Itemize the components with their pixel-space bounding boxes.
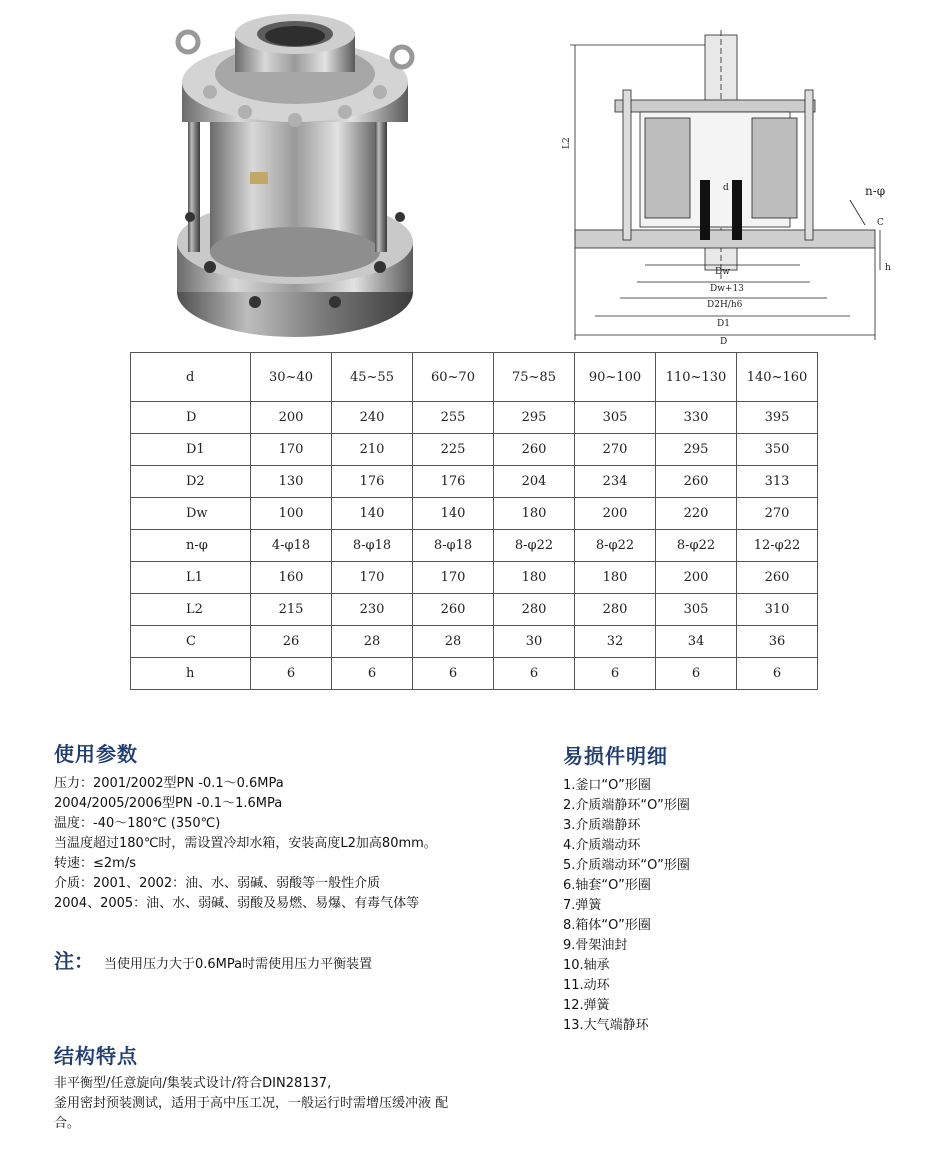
list-item: 11.动环 xyxy=(563,978,610,993)
table-cell: 260 xyxy=(494,434,575,466)
table-cell: 305 xyxy=(575,402,656,434)
row-label: C xyxy=(131,626,251,658)
table-row xyxy=(131,498,818,530)
table-cell: 200 xyxy=(251,402,332,434)
table-cell: 234 xyxy=(575,466,656,498)
table-cell: 130 xyxy=(251,466,332,498)
table-row xyxy=(131,626,818,658)
list-item: 10.轴承 xyxy=(563,958,610,973)
row-label: L2 xyxy=(131,594,251,626)
label-dw13: Dw+13 xyxy=(710,284,744,294)
table-row xyxy=(131,594,818,626)
list-item: 1.釜口“O”形圈 xyxy=(563,778,651,793)
list-item: 8.箱体“O”形圈 xyxy=(563,918,651,933)
table-cell: 170 xyxy=(332,562,413,594)
spec-table xyxy=(130,352,818,690)
table-cell: 8-φ18 xyxy=(332,530,413,562)
table-cell: 210 xyxy=(332,434,413,466)
header-cell: 30~40 xyxy=(251,353,332,402)
table-row xyxy=(131,562,818,594)
table-cell: 28 xyxy=(332,626,413,658)
params-line: 介质：2001、2002：油、水、弱碱、弱酸等一般性介质 xyxy=(54,876,381,891)
row-label: h xyxy=(131,658,251,690)
list-item: 13.大气端静环 xyxy=(563,1018,649,1033)
table-cell: 255 xyxy=(413,402,494,434)
params-title: 使用参数 xyxy=(54,742,138,766)
row-label: L1 xyxy=(131,562,251,594)
parts-title: 易损件明细 xyxy=(563,744,668,768)
note xyxy=(54,945,372,974)
note-label: 注： xyxy=(54,949,94,973)
table-cell: 140 xyxy=(332,498,413,530)
table-cell: 6 xyxy=(656,658,737,690)
table-cell: 280 xyxy=(575,594,656,626)
features-line: 非平衡型/任意旋向/集装式设计/符合DIN28137, xyxy=(54,1076,332,1091)
table-cell: 30 xyxy=(494,626,575,658)
table-cell: 313 xyxy=(737,466,818,498)
table-cell: 4-φ18 xyxy=(251,530,332,562)
table-cell: 6 xyxy=(413,658,494,690)
table-cell: 6 xyxy=(251,658,332,690)
list-item: 12.弹簧 xyxy=(563,998,610,1013)
table-cell: 176 xyxy=(413,466,494,498)
table-cell: 6 xyxy=(332,658,413,690)
table-cell: 204 xyxy=(494,466,575,498)
table-cell: 6 xyxy=(494,658,575,690)
list-item: 9.骨架油封 xyxy=(563,938,628,953)
table-cell: 176 xyxy=(332,466,413,498)
table-cell: 8-φ22 xyxy=(575,530,656,562)
features-text xyxy=(54,1074,448,1134)
list-item: 5.介质端动环“O”形圈 xyxy=(563,858,690,873)
list-item: 3.介质端静环 xyxy=(563,818,641,833)
table-cell: 170 xyxy=(413,562,494,594)
table-row xyxy=(131,434,818,466)
header-cell: 75~85 xyxy=(494,353,575,402)
table-row xyxy=(131,530,818,562)
table-cell: 100 xyxy=(251,498,332,530)
features-line: 合。 xyxy=(54,1116,81,1131)
table-header-row xyxy=(131,353,818,402)
technical-drawing xyxy=(562,30,895,350)
label-nphi: n-φ xyxy=(865,184,886,198)
table-cell: 270 xyxy=(575,434,656,466)
label-l2: L2 xyxy=(562,137,572,149)
features-line: 釜用密封预装测试，适用于高中压工况，一般运行时需增压缓冲液 配 xyxy=(54,1096,449,1111)
table-cell: 260 xyxy=(737,562,818,594)
label-d2: D2H/h6 xyxy=(707,300,743,310)
table-cell: 220 xyxy=(656,498,737,530)
row-label: Dw xyxy=(131,498,251,530)
header-cell: 45~55 xyxy=(332,353,413,402)
table-cell: 6 xyxy=(575,658,656,690)
table-row xyxy=(131,402,818,434)
label-h: h xyxy=(885,263,891,273)
table-cell: 305 xyxy=(656,594,737,626)
table-cell: 8-φ18 xyxy=(413,530,494,562)
label-d: d xyxy=(723,183,729,193)
table-cell: 330 xyxy=(656,402,737,434)
table-cell: 8-φ22 xyxy=(656,530,737,562)
params-line: 压力：2001/2002型PN -0.1～0.6MPa xyxy=(54,776,284,791)
params-line: 当温度超过180℃时，需设置冷却水箱，安装高度L2加高80mm。 xyxy=(54,836,437,851)
note-text: 当使用压力大于0.6MPa时需使用压力平衡装置 xyxy=(104,957,373,972)
row-label: D2 xyxy=(131,466,251,498)
params-line: 温度：-40～180℃ (350℃) xyxy=(54,816,221,831)
table-cell: 32 xyxy=(575,626,656,658)
table-row xyxy=(131,658,818,690)
list-item: 6.轴套“O”形圈 xyxy=(563,878,651,893)
table-cell: 26 xyxy=(251,626,332,658)
table-cell: 395 xyxy=(737,402,818,434)
params-line: 2004/2005/2006型PN -0.1～1.6MPa xyxy=(54,796,283,811)
table-row xyxy=(131,466,818,498)
table-cell: 225 xyxy=(413,434,494,466)
product-photo xyxy=(170,12,430,342)
table-cell: 215 xyxy=(251,594,332,626)
table-cell: 180 xyxy=(494,562,575,594)
params-list xyxy=(54,774,437,914)
list-item: 2.介质端静环“O”形圈 xyxy=(563,798,690,813)
params-line: 转速：≤2m/s xyxy=(54,856,136,871)
row-label: D xyxy=(131,402,251,434)
table-cell: 180 xyxy=(494,498,575,530)
list-item: 4.介质端动环 xyxy=(563,838,641,853)
table-cell: 180 xyxy=(575,562,656,594)
table-cell: 295 xyxy=(656,434,737,466)
label-c: C xyxy=(877,218,884,228)
row-label: n-φ xyxy=(131,530,251,562)
table-cell: 260 xyxy=(656,466,737,498)
label-d1: D1 xyxy=(717,319,730,329)
row-label: D1 xyxy=(131,434,251,466)
table-cell: 310 xyxy=(737,594,818,626)
list-item: 7.弹簧 xyxy=(563,898,602,913)
parts-list xyxy=(563,776,690,1036)
header-cell: 110~130 xyxy=(656,353,737,402)
table-cell: 140 xyxy=(413,498,494,530)
table-cell: 295 xyxy=(494,402,575,434)
header-cell: 140~160 xyxy=(737,353,818,402)
table-cell: 260 xyxy=(413,594,494,626)
table-cell: 160 xyxy=(251,562,332,594)
header-label: d xyxy=(131,353,251,402)
features-title: 结构特点 xyxy=(54,1044,138,1068)
table-cell: 170 xyxy=(251,434,332,466)
table-cell: 200 xyxy=(575,498,656,530)
table-cell: 6 xyxy=(737,658,818,690)
table-cell: 280 xyxy=(494,594,575,626)
table-cell: 200 xyxy=(656,562,737,594)
table-cell: 350 xyxy=(737,434,818,466)
params-line: 2004、2005：油、水、弱碱、弱酸及易燃、易爆、有毒气体等 xyxy=(54,896,420,911)
table-cell: 34 xyxy=(656,626,737,658)
table-cell: 12-φ22 xyxy=(737,530,818,562)
header-cell: 60~70 xyxy=(413,353,494,402)
table-cell: 240 xyxy=(332,402,413,434)
table-cell: 230 xyxy=(332,594,413,626)
table-cell: 270 xyxy=(737,498,818,530)
label-dw: Dw xyxy=(715,267,730,277)
table-cell: 8-φ22 xyxy=(494,530,575,562)
table-cell: 36 xyxy=(737,626,818,658)
header-cell: 90~100 xyxy=(575,353,656,402)
table-cell: 28 xyxy=(413,626,494,658)
label-D: D xyxy=(720,337,728,347)
